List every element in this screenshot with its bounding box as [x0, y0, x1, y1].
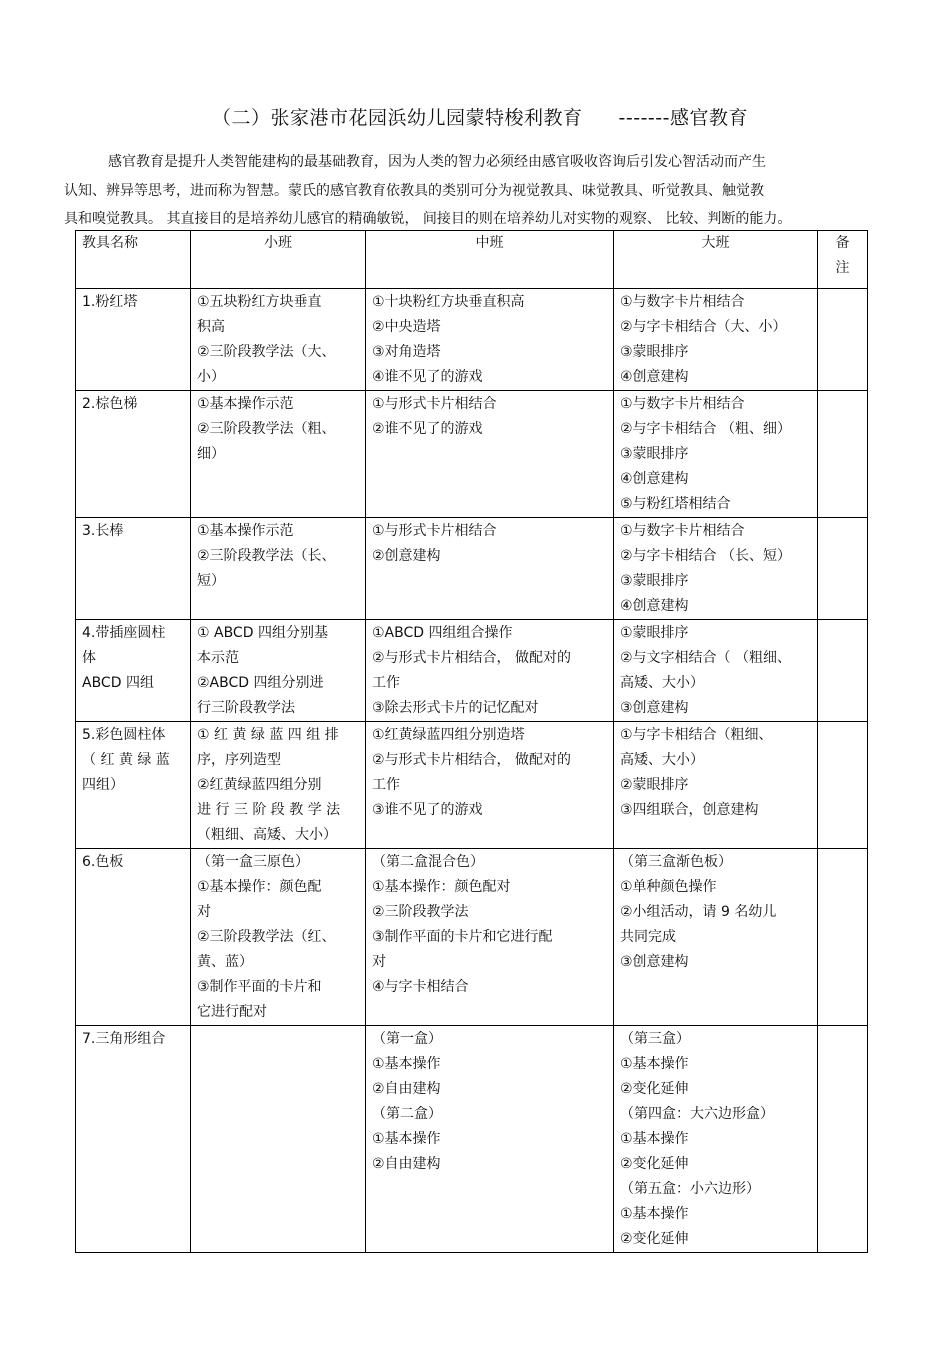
- cell-line: （第一盒三原色）: [197, 854, 309, 870]
- cell-note: [818, 391, 868, 518]
- cell-line: ②三阶段教学法（红、: [197, 929, 336, 945]
- teaching-tools-table: [75, 230, 868, 1253]
- header-note-char: 备: [835, 235, 850, 251]
- cell-line: （第一盒）: [372, 1031, 442, 1047]
- cell-large: [614, 391, 818, 518]
- cell-line: ①基本操作: [620, 1056, 689, 1072]
- cell-line: ③创意建构: [620, 700, 689, 716]
- cell-line: ③除去形式卡片的记忆配对: [372, 700, 539, 716]
- cell-small: [191, 289, 366, 391]
- cell-line: 它进行配对: [197, 1004, 267, 1020]
- cell-small: [191, 1026, 366, 1253]
- cell-line: 进 行 三 阶 段 教 学 法: [197, 802, 341, 818]
- cell-name: [76, 722, 191, 849]
- intro-paragraph: [64, 148, 894, 234]
- cell-line: ②变化延伸: [620, 1081, 689, 1097]
- cell-middle: [366, 391, 614, 518]
- cell-line: 2.棕色梯: [82, 396, 138, 412]
- cell-large: [614, 1026, 818, 1253]
- header-note-char: 注: [835, 260, 850, 276]
- cell-line: ②中央造塔: [372, 319, 441, 335]
- cell-line: ①与形式卡片相结合: [372, 396, 497, 412]
- table-header-row: [76, 231, 868, 289]
- cell-line: ②创意建构: [372, 548, 441, 564]
- cell-line: ②蒙眼排序: [620, 777, 689, 793]
- cell-middle: [366, 620, 614, 722]
- cell-line: 7.三角形组合: [82, 1031, 166, 1047]
- cell-line: ① ABCD 四组分别基: [197, 625, 328, 641]
- cell-line: 本示范: [197, 650, 239, 666]
- cell-line: ④与字卡相结合: [372, 979, 469, 995]
- cell-line: ①蒙眼排序: [620, 625, 689, 641]
- cell-line: ②自由建构: [372, 1156, 441, 1172]
- title-main: （二）张家港市花园浜幼儿园蒙特梭利教育: [211, 107, 583, 129]
- intro-line: 具和嗅觉教具。 其直接目的是培养幼儿感官的精确敏锐， 间接目的则在培养幼儿对实物的观察、 比较、判断的能力。: [64, 211, 792, 227]
- cell-line: ③四组联合，创意建构: [620, 802, 759, 818]
- cell-line: 短）: [197, 573, 225, 589]
- cell-line: ① 红 黄 绿 蓝 四 组 排: [197, 727, 339, 743]
- header-note: [818, 231, 868, 289]
- cell-note: [818, 620, 868, 722]
- cell-line: ①与字卡相结合（粗细、: [620, 727, 773, 743]
- cell-line: 体: [82, 650, 96, 666]
- cell-line: ①与数字卡片相结合: [620, 396, 745, 412]
- cell-line: ①基本操作示范: [197, 396, 294, 412]
- cell-large: [614, 289, 818, 391]
- cell-line: 6.色板: [82, 854, 124, 870]
- cell-line: ②三阶段教学法（长、: [197, 548, 336, 564]
- cell-line: ①基本操作: [620, 1206, 689, 1222]
- cell-line: 行三阶段教学法: [197, 700, 295, 716]
- cell-line: ①基本操作示范: [197, 523, 294, 539]
- cell-middle: [366, 849, 614, 1026]
- cell-line: ①五块粉红方块垂直: [197, 294, 322, 310]
- cell-name: [76, 289, 191, 391]
- table-row: [76, 722, 868, 849]
- cell-line: ①与数字卡片相结合: [620, 294, 745, 310]
- cell-line: 细）: [197, 446, 225, 462]
- cell-line: ①基本操作: [372, 1056, 441, 1072]
- header-middle-class: 中班: [366, 231, 614, 289]
- cell-line: 积高: [197, 319, 225, 335]
- cell-line: ②ABCD 四组分别进: [197, 675, 324, 691]
- cell-line: 四组）: [82, 777, 124, 793]
- cell-line: ⑤与粉红塔相结合: [620, 496, 731, 512]
- cell-line: （第二盒混合色）: [372, 854, 484, 870]
- cell-line: ②与文字相结合（ （粗细、: [620, 650, 792, 666]
- cell-line: ③对角造塔: [372, 344, 441, 360]
- cell-line: （第三盒渐色板）: [620, 854, 732, 870]
- intro-line: 感官教育是提升人类智能建构的最基础教育，因为人类的智力必须经由感官吸收咨询后引发心智活动而产生: [108, 154, 766, 170]
- cell-line: 高矮、大小）: [620, 752, 704, 768]
- cell-line: ③制作平面的卡片和它进行配: [372, 929, 553, 945]
- cell-line: 共同完成: [620, 929, 676, 945]
- table-row: [76, 391, 868, 518]
- cell-line: ②三阶段教学法（粗、: [197, 421, 336, 437]
- header-large-class: 大班: [614, 231, 818, 289]
- cell-line: 高矮、大小）: [620, 675, 704, 691]
- cell-line: ②与字卡相结合 （粗、细）: [620, 421, 792, 437]
- page-title: [0, 103, 950, 130]
- cell-middle: [366, 518, 614, 620]
- cell-middle: [366, 1026, 614, 1253]
- table-row: [76, 849, 868, 1026]
- cell-small: [191, 849, 366, 1026]
- title-suffix: -------感官教育: [618, 107, 748, 129]
- cell-line: ①基本操作: [620, 1131, 689, 1147]
- header-tool-name: 教具名称: [76, 231, 191, 289]
- cell-line: （第四盒：大六边形盒）: [620, 1106, 774, 1122]
- cell-line: （第五盒：小六边形）: [620, 1181, 760, 1197]
- cell-large: [614, 518, 818, 620]
- cell-line: ④谁不见了的游戏: [372, 369, 483, 385]
- cell-line: 工作: [372, 777, 400, 793]
- cell-small: [191, 518, 366, 620]
- cell-line: ②与字卡相结合（大、小）: [620, 319, 787, 335]
- table-row: [76, 289, 868, 391]
- cell-name: [76, 849, 191, 1026]
- cell-line: ②与形式卡片相结合， 做配对的: [372, 650, 572, 666]
- cell-line: 3.长棒: [82, 523, 124, 539]
- cell-note: [818, 518, 868, 620]
- cell-line: ②三阶段教学法: [372, 904, 469, 920]
- cell-line: ②与形式卡片相结合， 做配对的: [372, 752, 572, 768]
- cell-line: ②与字卡相结合 （长、短）: [620, 548, 792, 564]
- cell-line: ④创意建构: [620, 471, 689, 487]
- cell-line: 5.彩色圆柱体: [82, 727, 166, 743]
- cell-large: [614, 722, 818, 849]
- cell-middle: [366, 722, 614, 849]
- cell-line: ②三阶段教学法（大、: [197, 344, 336, 360]
- cell-line: （第三盒）: [620, 1031, 690, 1047]
- cell-line: ③创意建构: [620, 954, 689, 970]
- cell-line: ③蒙眼排序: [620, 573, 689, 589]
- cell-line: 序，序列造型: [197, 752, 281, 768]
- cell-note: [818, 722, 868, 849]
- cell-line: ③蒙眼排序: [620, 344, 689, 360]
- cell-line: 4.带插座圆柱: [82, 625, 166, 641]
- cell-line: 1.粉红塔: [82, 294, 138, 310]
- cell-line: ③蒙眼排序: [620, 446, 689, 462]
- cell-small: [191, 391, 366, 518]
- cell-line: ④创意建构: [620, 369, 689, 385]
- cell-line: ①基本操作: [372, 1131, 441, 1147]
- cell-line: ①与形式卡片相结合: [372, 523, 497, 539]
- cell-middle: [366, 289, 614, 391]
- cell-name: [76, 391, 191, 518]
- cell-line: 工作: [372, 675, 400, 691]
- cell-line: ②小组活动，请 9 名幼儿: [620, 904, 777, 920]
- cell-line: ②变化延伸: [620, 1156, 689, 1172]
- cell-large: [614, 849, 818, 1026]
- cell-name: [76, 518, 191, 620]
- table-row: [76, 518, 868, 620]
- cell-name: [76, 620, 191, 722]
- cell-line: ③谁不见了的游戏: [372, 802, 483, 818]
- cell-line: 对: [372, 954, 386, 970]
- cell-line: ①红黄绿蓝四组分别造塔: [372, 727, 525, 743]
- cell-line: ②红黄绿蓝四组分别: [197, 777, 322, 793]
- cell-line: （ 红 黄 绿 蓝: [82, 752, 170, 768]
- cell-line: ④创意建构: [620, 598, 689, 614]
- cell-line: ①十块粉红方块垂直积高: [372, 294, 525, 310]
- cell-line: ①ABCD 四组组合操作: [372, 625, 513, 641]
- cell-line: ABCD 四组: [82, 675, 154, 691]
- cell-large: [614, 620, 818, 722]
- cell-note: [818, 1026, 868, 1253]
- cell-line: 小）: [197, 369, 225, 385]
- cell-line: （粗细、高矮、大小）: [197, 827, 337, 843]
- cell-small: [191, 722, 366, 849]
- cell-name: [76, 1026, 191, 1253]
- table-row: [76, 1026, 868, 1253]
- cell-small: [191, 620, 366, 722]
- cell-line: ①基本操作：颜色配对: [372, 879, 511, 895]
- cell-line: ③制作平面的卡片和: [197, 979, 322, 995]
- cell-line: ①与数字卡片相结合: [620, 523, 745, 539]
- header-small-class: 小班: [191, 231, 366, 289]
- cell-note: [818, 289, 868, 391]
- cell-line: ②谁不见了的游戏: [372, 421, 483, 437]
- cell-line: 黄、蓝）: [197, 954, 253, 970]
- cell-line: ②变化延伸: [620, 1231, 689, 1247]
- cell-line: （第二盒）: [372, 1106, 442, 1122]
- table-row: [76, 620, 868, 722]
- cell-line: ①基本操作：颜色配: [197, 879, 322, 895]
- cell-line: 对: [197, 904, 211, 920]
- intro-line: 认知、辨异等思考，进而称为智慧。蒙氏的感官教育依教具的类别可分为视觉教具、味觉教具、听觉教具、触觉教: [64, 182, 764, 199]
- cell-note: [818, 849, 868, 1026]
- cell-line: ①单种颜色操作: [620, 879, 717, 895]
- cell-line: ②自由建构: [372, 1081, 441, 1097]
